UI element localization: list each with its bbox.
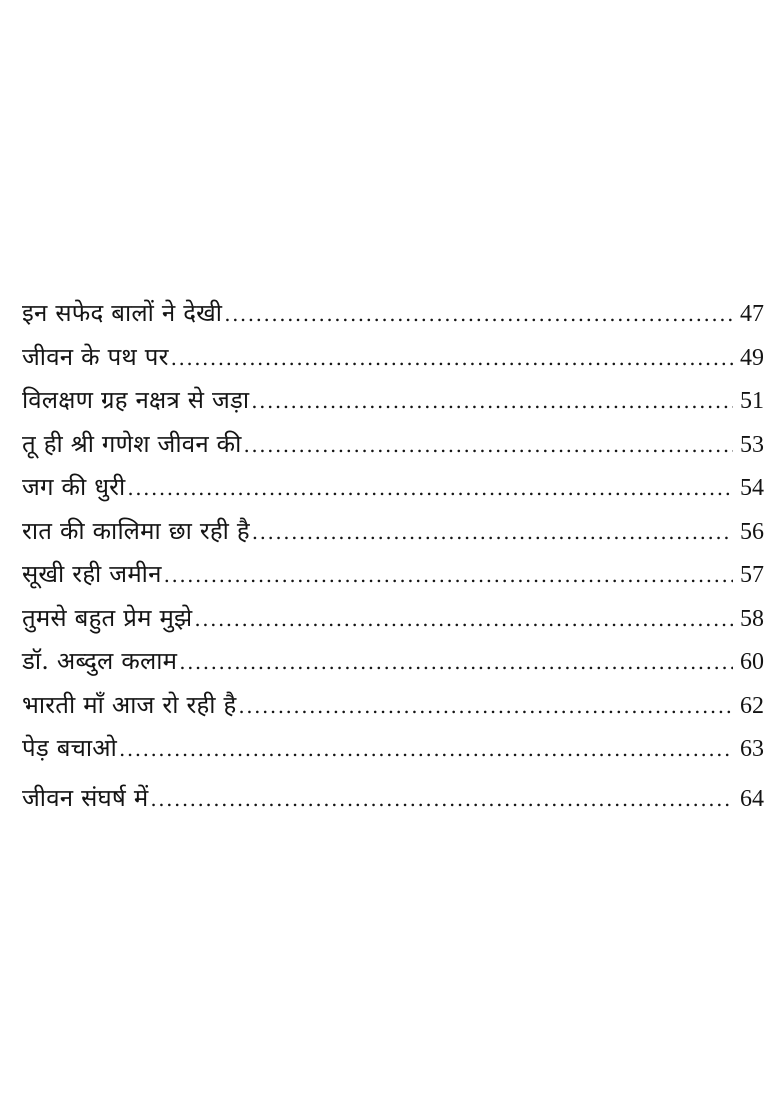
toc-entry-page-number: 57 — [740, 562, 764, 588]
toc-entry-title: विलक्षण ग्रह नक्षत्र से जड़ा — [22, 386, 250, 414]
dot-leader — [194, 598, 733, 642]
toc-entry-title: पेड़ बचाओ — [22, 734, 118, 762]
toc-entry — [22, 553, 764, 597]
toc-entry — [22, 379, 764, 423]
toc-entry-page-number: 53 — [740, 431, 764, 458]
toc-entry-page-number: 56 — [740, 518, 764, 545]
toc-entry-page-number: 49 — [740, 344, 764, 371]
toc-entry-page-number: 47 — [740, 301, 764, 327]
toc-entry-title: जग की धुरी — [22, 473, 126, 501]
toc-entry-title: तू ही श्री गणेश जीवन की — [22, 429, 242, 458]
toc-entry-title: जीवन संघर्ष में — [22, 783, 149, 812]
toc-entry — [22, 640, 764, 684]
toc-entry — [22, 292, 764, 336]
toc-entry — [22, 727, 764, 771]
toc-entry-title: जीवन के पथ पर — [22, 342, 169, 371]
toc-entry — [22, 597, 764, 641]
toc-entry — [22, 777, 764, 821]
toc-entry — [22, 423, 764, 467]
dot-leader — [224, 293, 733, 337]
dot-leader — [127, 467, 733, 511]
toc-entry-title: डॉ. अब्दुल कलाम — [22, 647, 178, 675]
toc-entry-title: सूखी रही जमीन — [22, 560, 162, 588]
toc-entry-title: भारती माँ आज रो रही है — [22, 690, 237, 719]
toc-entry — [22, 466, 764, 510]
table-of-contents — [22, 292, 764, 820]
toc-entry-title: इन सफेद बालों ने देखी — [22, 299, 223, 327]
toc-entry-page-number: 54 — [740, 475, 764, 501]
toc-entry — [22, 684, 764, 728]
dot-leader — [119, 728, 733, 772]
toc-entry-page-number: 58 — [740, 605, 764, 632]
dot-leader — [244, 424, 733, 468]
toc-entry-page-number: 51 — [740, 388, 764, 414]
dot-leader — [150, 778, 733, 822]
toc-entry-page-number: 60 — [740, 649, 764, 675]
dot-leader — [171, 337, 733, 381]
dot-leader — [179, 641, 733, 685]
dot-leader — [252, 511, 733, 555]
toc-entry — [22, 510, 764, 554]
toc-entry-title: रात की कालिमा छा रही है — [22, 516, 250, 545]
toc-entry-page-number: 63 — [740, 736, 764, 762]
dot-leader — [238, 685, 733, 729]
dot-leader — [251, 380, 733, 424]
toc-entry-page-number: 64 — [740, 785, 764, 812]
toc-entry-title: तुमसे बहुत प्रेम मुझे — [22, 603, 193, 632]
toc-entry — [22, 336, 764, 380]
toc-entry-page-number: 62 — [740, 692, 764, 719]
dot-leader — [164, 554, 733, 598]
